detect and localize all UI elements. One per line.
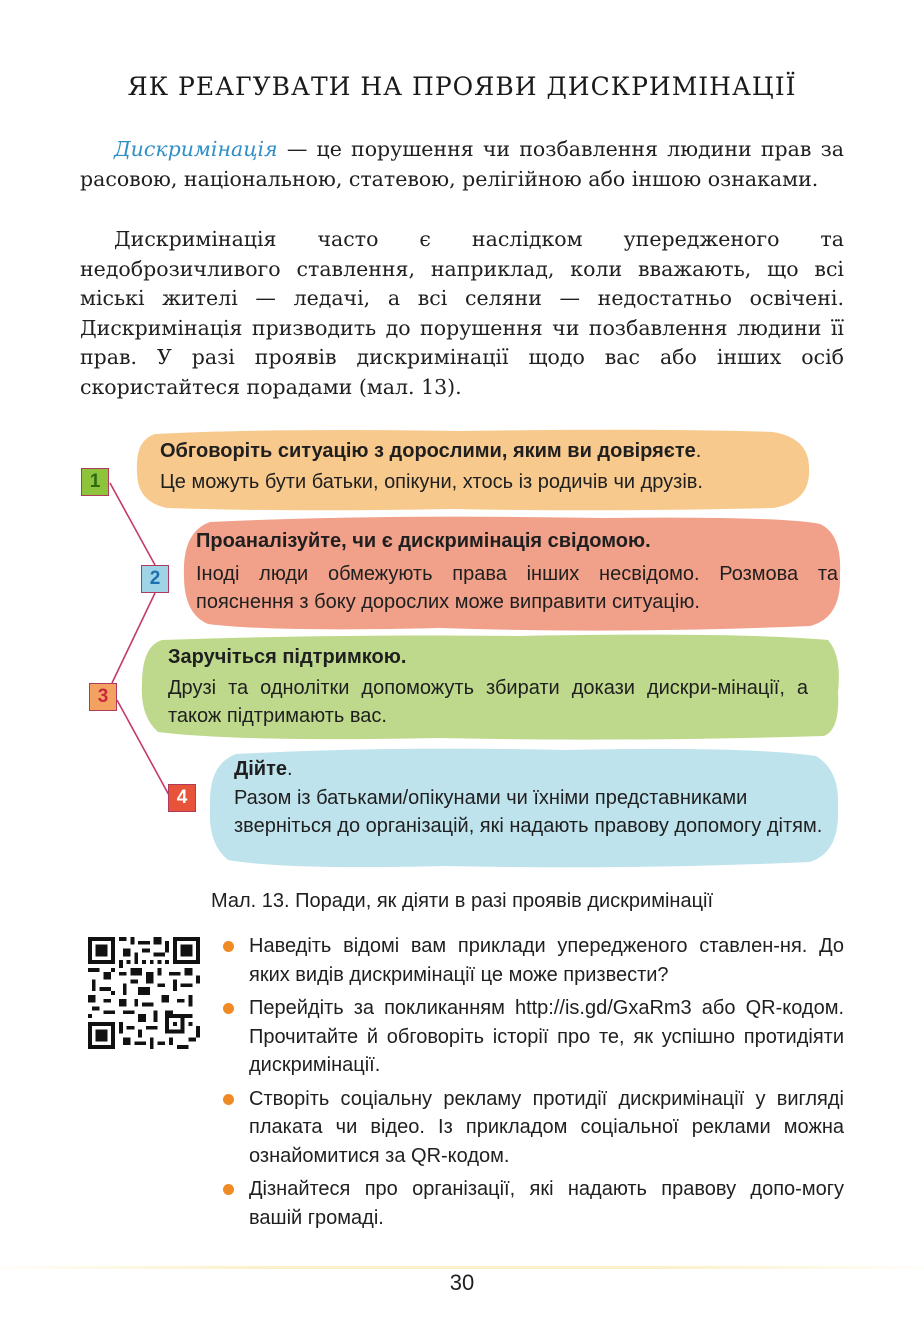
bullet-icon — [223, 1184, 234, 1195]
tip-number-2: 2 — [141, 565, 169, 593]
bullet-icon — [223, 941, 234, 952]
task-item — [222, 1085, 844, 1171]
tip-3-heading: Заручіться підтримкою. — [168, 646, 407, 668]
tip-bubble-1 — [133, 428, 813, 512]
tip-number-4: 4 — [168, 784, 196, 812]
tip-4-body: Разом із батьками/опікунами чи їхніми представниками зверніться до організацій, які надають правову допомогу дітям. — [234, 787, 823, 837]
bullet-icon — [223, 1003, 234, 1014]
tip-4-heading: Дійте — [234, 758, 288, 780]
tip-number-1: 1 — [81, 468, 109, 496]
explanation-paragraph: Дискримінація часто є наслідком упередженого та недоброзичливого ставлення, наприклад, коли вважають, що всі міські жителі — ледачі, а всі селяни — недостатньо освічені. Дискримінація призводить до порушення чи позбавлення людини її прав. У разі проявів дискримінації щодо вас або інших осіб скористайтеся порадами (мал. 13). — [80, 227, 844, 399]
tip-number-3: 3 — [89, 683, 117, 711]
task-item — [222, 932, 844, 989]
tip-3-body: Друзі та однолітки допоможуть збирати докази дискри-мінації, а також підтримають вас. — [168, 677, 808, 727]
tip-bubble-2 — [180, 514, 844, 634]
tip-bubble-3 — [138, 632, 844, 744]
tip-1-heading-end: . — [695, 440, 702, 462]
task-text: Дізнайтеся про організації, які надають правову допо-могу вашій громаді. — [249, 1178, 844, 1229]
task-list — [222, 932, 844, 1237]
task-text: Наведіть відомі вам приклади упередженого ставлен-ня. До яких видів дискримінації це може призвести? — [249, 935, 844, 986]
tip-4-heading-end: . — [287, 758, 293, 780]
definition-text: — це порушення чи позбавлення людини прав за расовою, національною, статевою, релігійною або іншою ознаками. — [80, 137, 844, 191]
qr-code-icon[interactable] — [88, 937, 200, 1049]
task-item — [222, 994, 844, 1080]
figure-caption: Мал. 13. Поради, як діяти в разі проявів дискримінації — [210, 890, 714, 912]
page-title: ЯК РЕАГУВАТИ НА ПРОЯВИ ДИСКРИМІНАЦІЇ — [127, 72, 797, 101]
task-text: Перейдіть за покликанням http://is.gd/GxaRm3 або QR-кодом. Прочитайте й обговоріть історії про те, як успішно протидіяти дискримінації. — [249, 997, 844, 1076]
tip-1-heading: Обговоріть ситуацію з дорослими, яким ви довіряєте — [160, 440, 696, 462]
tip-2-body: Іноді люди обмежують права інших несвідомо. Розмова та пояснення з боку дорослих може виправити ситуацію. — [196, 563, 838, 613]
tip-1-body: Це можуть бути батьки, опікуни, хтось із родичів чи друзів. — [160, 471, 703, 493]
bullet-icon — [223, 1094, 234, 1105]
tip-2-heading: Проаналізуйте, чи є дискримінація свідомою. — [196, 530, 651, 552]
task-text: Створіть соціальну рекламу протидії дискримінації у вигляді плаката чи відео. Із прикладом соціальної реклами можна ознайомитися за QR-кодом. — [249, 1087, 844, 1167]
tip-bubble-4 — [206, 744, 844, 872]
definition-term: Дискримінація — [114, 137, 278, 161]
task-item — [222, 1175, 844, 1232]
footer-divider — [0, 1266, 924, 1269]
page-number: 30 — [449, 1270, 475, 1295]
